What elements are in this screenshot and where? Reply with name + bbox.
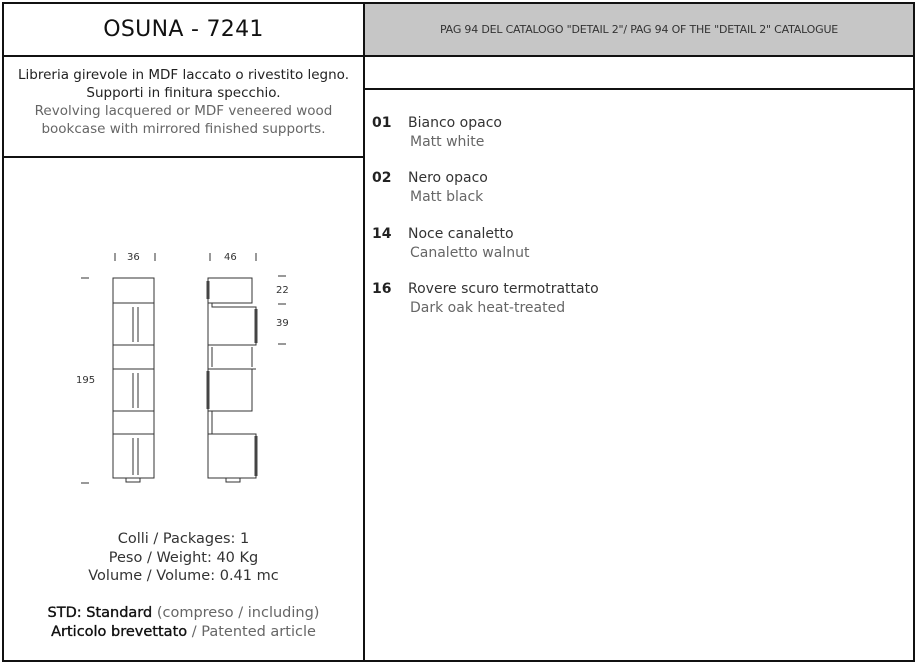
packages-count: Colli / Packages: 1 bbox=[117, 531, 250, 547]
column-divider bbox=[363, 2, 365, 662]
technical-drawing bbox=[60, 245, 300, 495]
header-divider bbox=[2, 55, 915, 57]
description-divider bbox=[2, 156, 364, 158]
catalog-subrow-divider bbox=[365, 88, 915, 90]
volume-value: Volume / Volume: 0.41 mc bbox=[88, 568, 279, 584]
standard-notes bbox=[4, 604, 363, 642]
dimension-height: 195 bbox=[76, 375, 96, 386]
finish-name-en: Canaletto walnut bbox=[410, 245, 530, 261]
description-it-line1: Libreria girevole in MDF laccato o rivestito legno. bbox=[18, 67, 349, 83]
finish-name-it: Noce canaletto bbox=[408, 226, 514, 242]
finish-code: 14 bbox=[372, 226, 392, 242]
finish-code: 02 bbox=[372, 170, 392, 186]
patent-english: / Patented article bbox=[187, 624, 316, 640]
product-description bbox=[4, 66, 363, 138]
finish-code: 16 bbox=[372, 281, 392, 297]
patent-line bbox=[4, 623, 363, 642]
standard-label: STD: Standard bbox=[47, 605, 153, 621]
product-title: OSUNA - 7241 bbox=[103, 17, 264, 42]
finish-name-it: Nero opaco bbox=[408, 170, 488, 186]
patent-label: Articolo brevettato bbox=[51, 624, 188, 640]
description-en-line2: bookcase with mirrored finished supports. bbox=[41, 121, 326, 137]
dimension-shelf-22: 22 bbox=[276, 285, 289, 296]
standard-line bbox=[4, 604, 363, 623]
standard-included: (compreso / including) bbox=[152, 605, 320, 621]
finish-item bbox=[372, 169, 892, 209]
finish-code: 01 bbox=[372, 115, 392, 131]
dimension-width-side: 46 bbox=[224, 252, 237, 263]
finish-name-en: Matt black bbox=[410, 189, 484, 205]
finish-name-it: Rovere scuro termotrattato bbox=[408, 281, 599, 297]
catalog-reference: PAG 94 DEL CATALOGO "DETAIL 2"/ PAG 94 OF THE "DETAIL 2" CATALOGUE bbox=[365, 4, 913, 55]
description-it-line2: Supporti in finitura specchio. bbox=[86, 85, 281, 101]
dimension-width-front: 36 bbox=[127, 252, 140, 263]
finish-name-it: Bianco opaco bbox=[408, 115, 502, 131]
description-en-line1: Revolving lacquered or MDF veneered wood bbox=[34, 103, 333, 119]
finish-name-en: Dark oak heat-treated bbox=[410, 300, 566, 316]
packaging-specs bbox=[4, 530, 363, 586]
finish-item bbox=[372, 225, 892, 265]
finish-name-en: Matt white bbox=[410, 134, 485, 150]
weight-value: Peso / Weight: 40 Kg bbox=[108, 549, 259, 566]
finish-item bbox=[372, 114, 892, 154]
dimension-shelf-39: 39 bbox=[276, 318, 289, 329]
finish-item bbox=[372, 280, 892, 320]
